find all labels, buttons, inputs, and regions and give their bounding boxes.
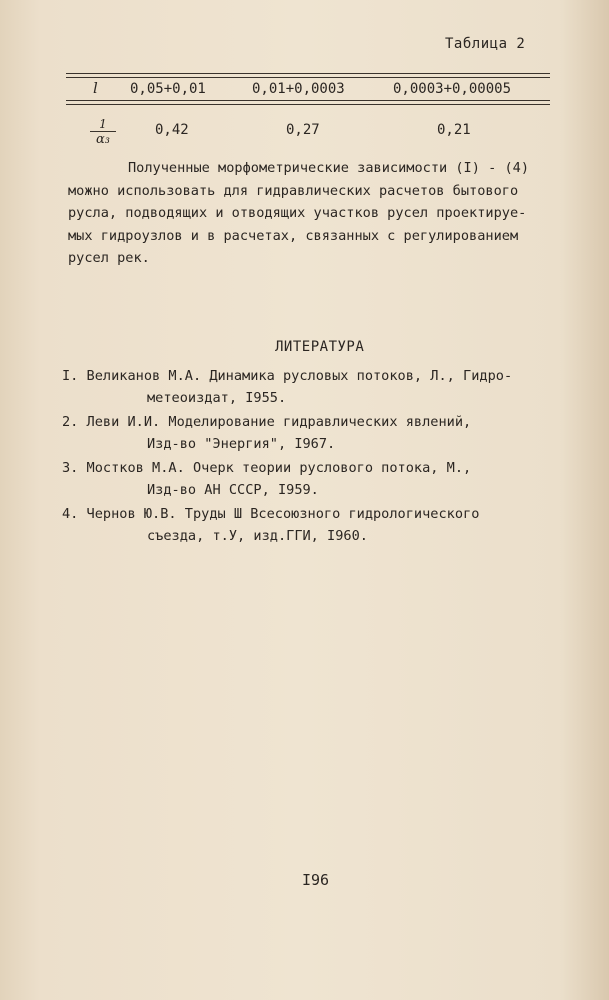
paragraph-line: русел рек. — [68, 250, 150, 266]
paragraph-line: можно использовать для гидравлических расчетов бытового — [68, 182, 519, 199]
reference-line-continued: метеоиздат, I955. — [147, 389, 287, 406]
reference-list — [62, 366, 582, 550]
table-row1-cell-2: 0,01+0,0003 — [252, 81, 345, 97]
table-row1-cell-1: 0,05+0,01 — [130, 81, 206, 97]
table-row2-cell-3: 0,21 — [437, 122, 471, 138]
paragraph-line: русла, подводящих и отводящих участков русел проектируе- — [68, 205, 527, 221]
reference-item — [62, 412, 582, 455]
table-row1-label: l — [93, 79, 98, 97]
fraction-numerator: 1 — [90, 118, 116, 132]
table-top-rule-inner — [66, 77, 550, 78]
reference-line-continued: Изд-во АН СССР, I959. — [147, 481, 319, 498]
table-row1-cell-3: 0,0003+0,00005 — [393, 81, 512, 97]
reference-line: I. Великанов М.А. Динамика русловых потоков, Л., Гидро- — [62, 368, 513, 384]
table-top-rule — [66, 73, 550, 74]
table-row2-cell-2: 0,27 — [286, 122, 320, 138]
reference-line: 2. Леви И.И. Моделирование гидравлических явлений, — [62, 414, 472, 430]
paragraph-line: мых гидроузлов и в расчетах, связанных с регулированием — [68, 227, 519, 244]
table-header-rule-inner — [66, 104, 550, 105]
literature-heading: ЛИТЕРАТУРА — [275, 339, 365, 355]
reference-item — [62, 366, 582, 409]
reference-line-continued: Изд-во "Энергия", I967. — [147, 435, 336, 452]
reference-item — [62, 458, 582, 501]
table-header-rule — [66, 100, 550, 101]
table-row2-cell-1: 0,42 — [155, 122, 189, 138]
body-paragraph — [68, 157, 568, 270]
table-row2-label-fraction — [90, 118, 116, 148]
fraction-denominator: α₃ — [96, 132, 110, 147]
page-number: I96 — [302, 871, 330, 889]
reference-line: 3. Мостков М.А. Очерк теории руслового потока, М., — [62, 460, 472, 476]
paragraph-line: Полученные морфометрические зависимости (I) - (4) — [128, 160, 530, 176]
reference-item — [62, 504, 582, 547]
reference-line-continued: съезда, т.У, изд.ГГИ, I960. — [147, 527, 368, 544]
reference-line: 4. Чернов Ю.В. Труды Ш Всесоюзного гидрологического — [62, 506, 480, 522]
table-caption: Таблица 2 — [445, 36, 526, 52]
